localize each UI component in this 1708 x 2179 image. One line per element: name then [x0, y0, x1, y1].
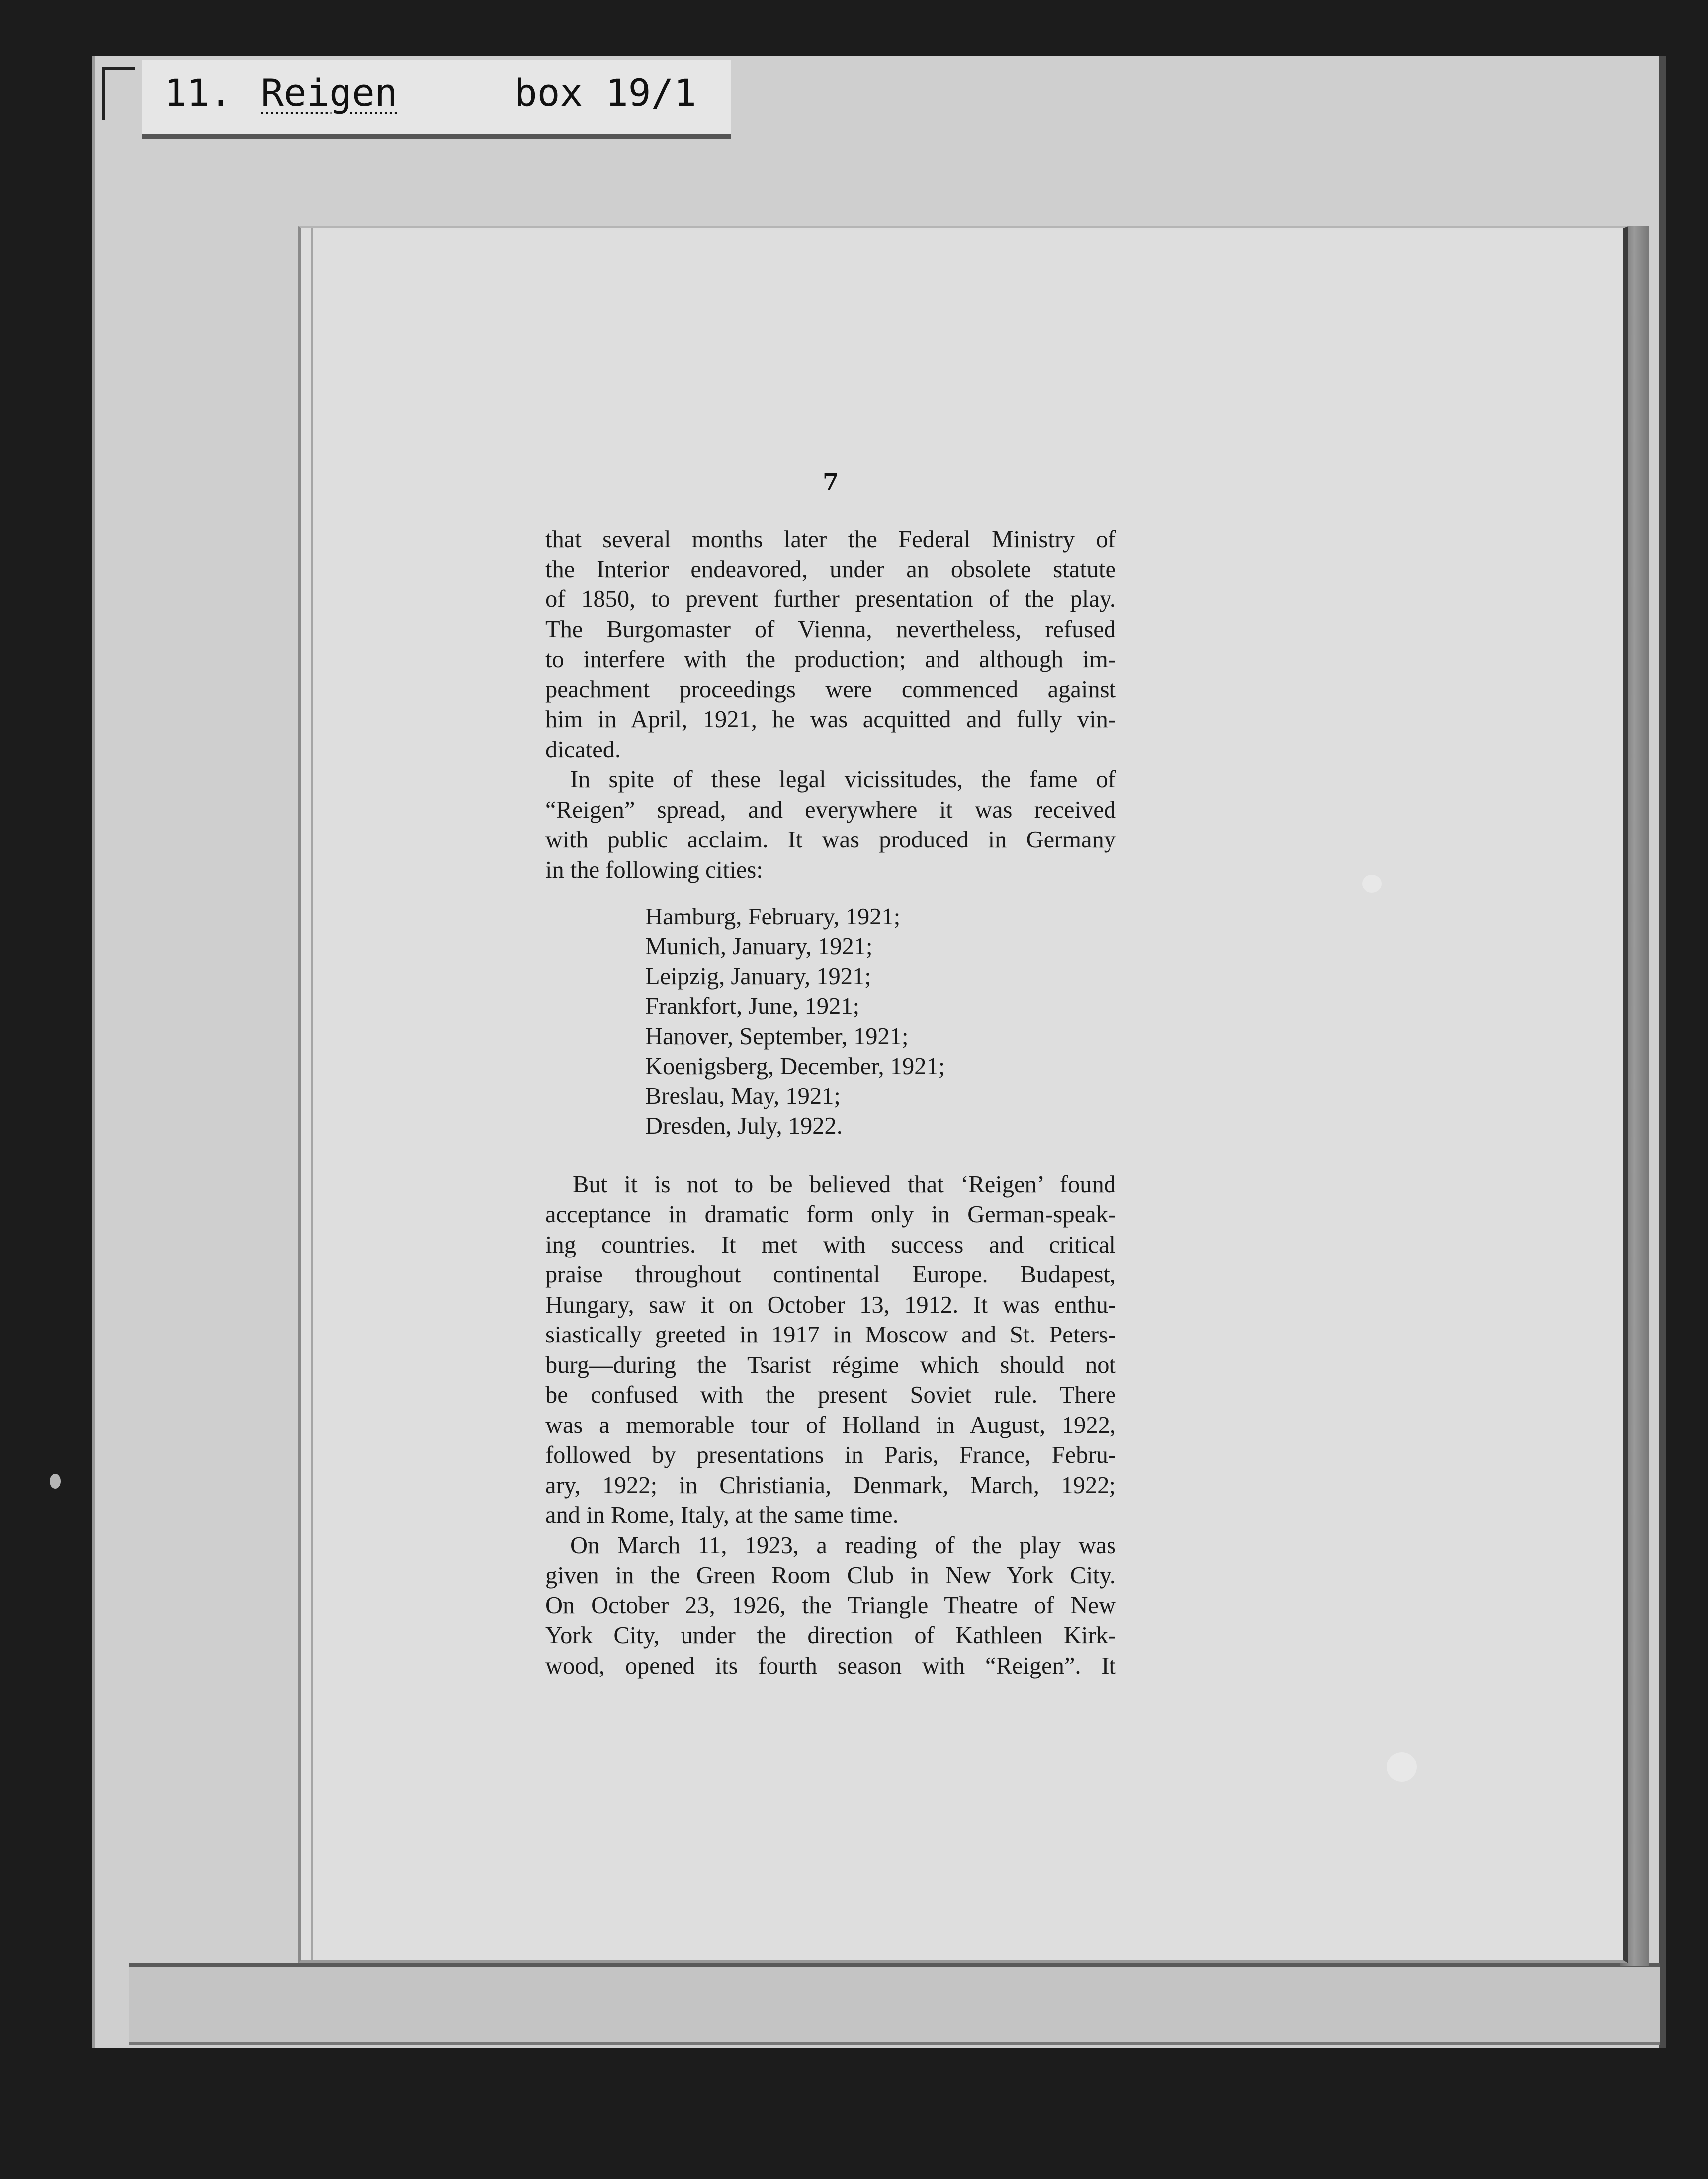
text-line: ing countries. It met with success and critical: [545, 1232, 1116, 1258]
text-line: acceptance in dramatic form only in German-speak-: [545, 1201, 1116, 1228]
text-line: wood, opened its fourth season with “Reigen”. It: [545, 1653, 1116, 1679]
text-line: praise throughout continental Europe. Budapest,: [545, 1261, 1116, 1288]
text-line: in the following cities:: [545, 857, 763, 883]
list-item: Hanover, September, 1921;: [645, 1023, 909, 1050]
list-item: Dresden, July, 1922.: [645, 1113, 843, 1139]
text-line: On October 23, 1926, the Triangle Theatre of New: [545, 1592, 1116, 1619]
page-number: 7: [823, 468, 839, 495]
text-line: was a memorable tour of Holland in August, 1922,: [545, 1412, 1116, 1438]
text-line: him in April, 1921, he was acquitted and fully vin-: [545, 706, 1116, 733]
text-line: peachment proceedings were commenced against: [545, 676, 1116, 703]
text-line: to interfere with the production; and although im-: [545, 646, 1116, 672]
text-line: York City, under the direction of Kathleen Kirk-: [545, 1622, 1116, 1649]
text-line: In spite of these legal vicissitudes, the fame of: [570, 766, 1116, 793]
list-item: Koenigsberg, December, 1921;: [645, 1053, 945, 1080]
text-line: The Burgomaster of Vienna, nevertheless, refused: [545, 616, 1116, 643]
text-line: with public acclaim. It was produced in Germany: [545, 827, 1116, 853]
list-item: Breslau, May, 1921;: [645, 1083, 841, 1109]
text-line: and in Rome, Italy, at the same time.: [545, 1502, 899, 1528]
label-number: 11.: [164, 71, 233, 115]
text-line: On March 11, 1923, a reading of the play was: [570, 1532, 1116, 1559]
list-item: Hamburg, February, 1921;: [645, 904, 901, 930]
list-item: Leipzig, January, 1921;: [645, 963, 871, 990]
list-item: Frankfort, June, 1921;: [645, 993, 860, 1019]
text-line: Hungary, saw it on October 13, 1912. It was enthu-: [545, 1292, 1116, 1318]
text-line: siastically greeted in 1917 in Moscow and St. Peters-: [545, 1322, 1116, 1348]
text-line: But it is not to be believed that ‘Reigen’ found: [573, 1172, 1116, 1198]
page-fold-line: [311, 228, 313, 1960]
text-line: dicated.: [545, 737, 621, 763]
text-line: followed by presentations in Paris, France, Febru-: [545, 1442, 1116, 1468]
corner-mark: [102, 67, 135, 120]
label-box: box 19/1: [514, 71, 697, 115]
scan-speck: [1362, 875, 1382, 893]
text-line: burg—during the Tsarist régime which should not: [545, 1352, 1116, 1378]
document-page: [298, 226, 1628, 1963]
scan-speck: [50, 1474, 61, 1489]
text-line: that several months later the Federal Ministry of: [545, 526, 1116, 553]
text-line: of 1850, to prevent further presentation of the play.: [545, 586, 1116, 612]
text-line: the Interior endeavored, under an obsolete statute: [545, 556, 1116, 583]
text-line: ary, 1922; in Christiania, Denmark, March, 1922;: [545, 1472, 1116, 1499]
scan-speck: [1387, 1752, 1417, 1782]
list-item: Munich, January, 1921;: [645, 933, 873, 960]
folder-label: [142, 60, 731, 139]
label-title: Reigen: [261, 71, 398, 115]
bottom-strip: [129, 1963, 1660, 2045]
text-line: be confused with the present Soviet rule. There: [545, 1382, 1116, 1408]
text-line: “Reigen” spread, and everywhere it was received: [545, 797, 1116, 823]
text-line: given in the Green Room Club in New York City.: [545, 1562, 1116, 1589]
